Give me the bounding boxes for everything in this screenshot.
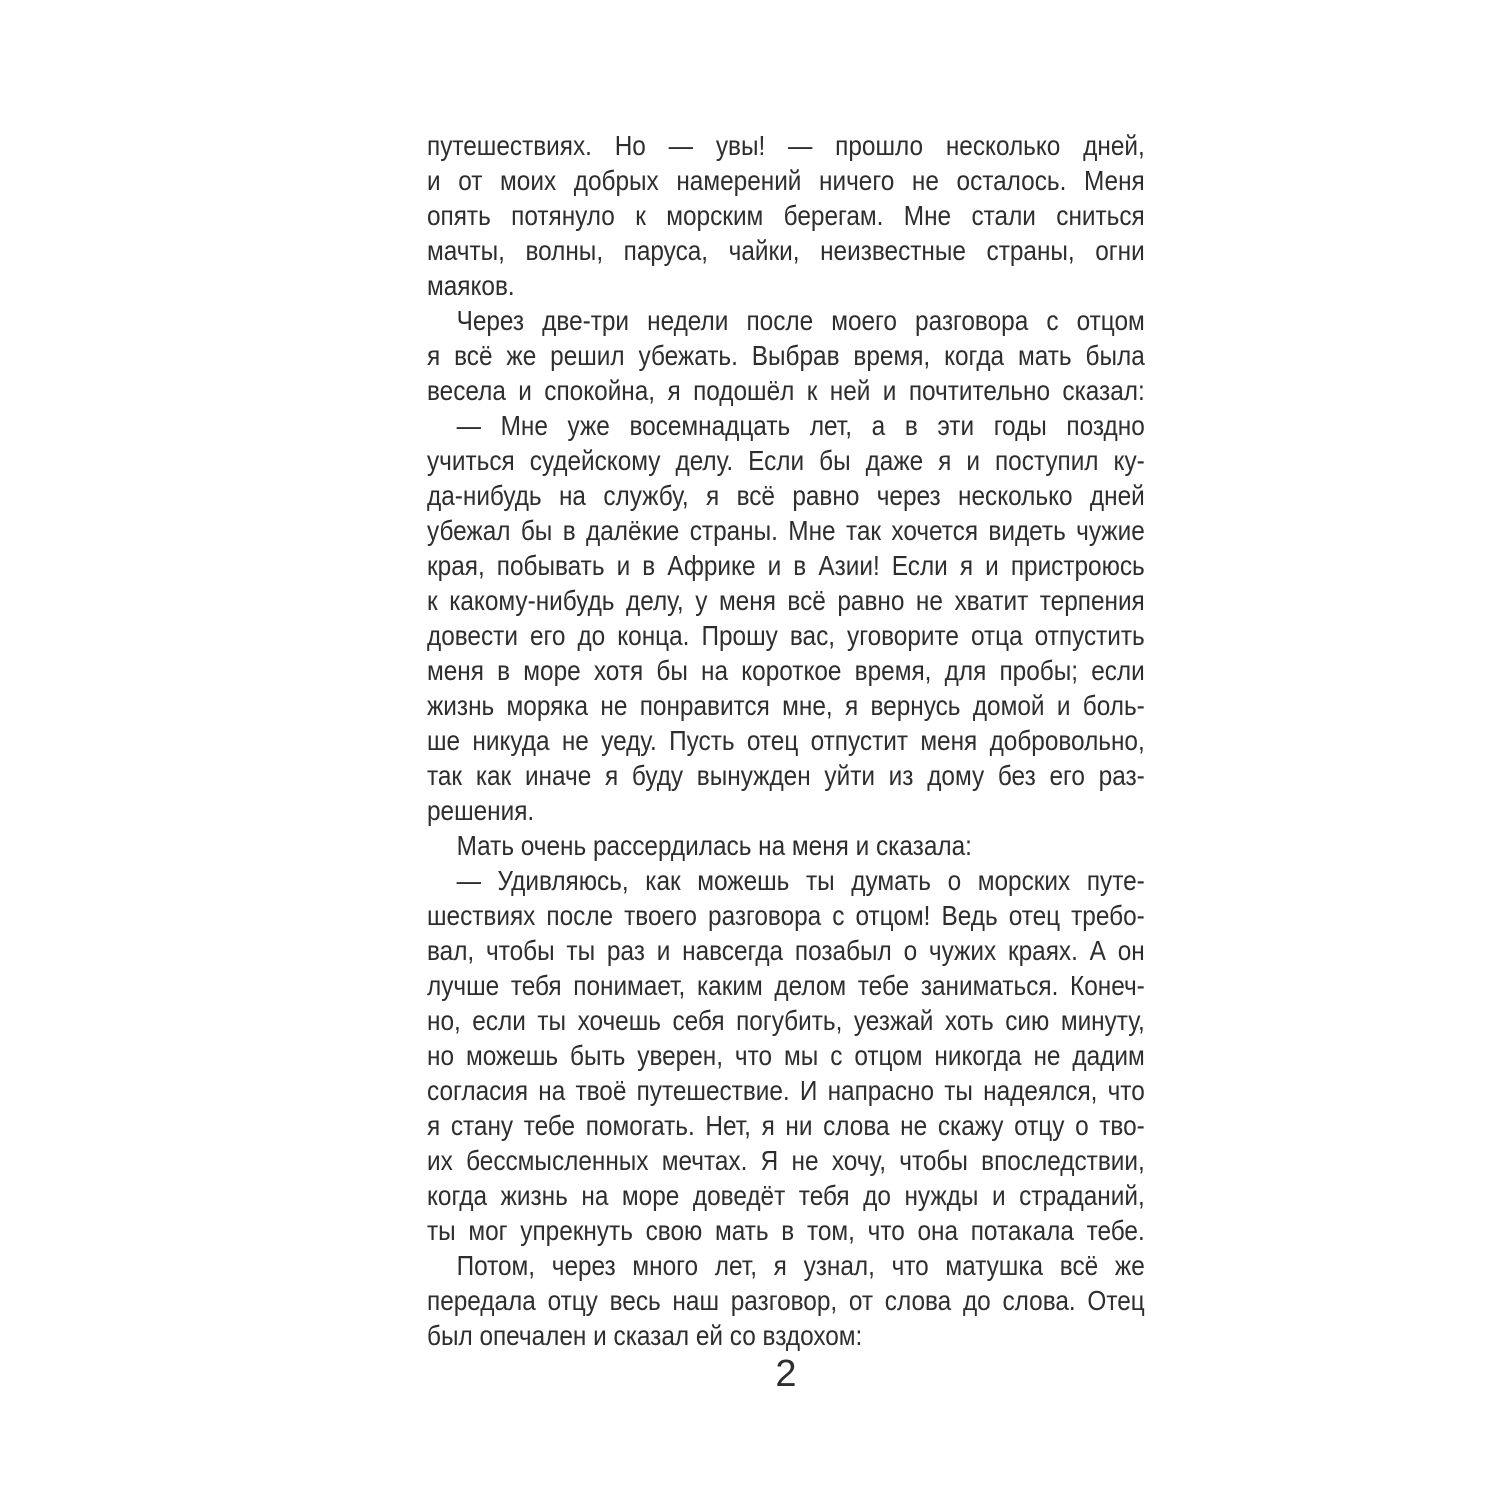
text-line: вал, чтобы ты раз и навсегда позабыл о чужих краях. А он bbox=[427, 935, 1145, 966]
text-line: к какому-нибудь делу, у меня всё равно не хватит терпения bbox=[427, 585, 1145, 616]
text-line: учиться судейскому делу. Если бы даже я и поступил ку- bbox=[427, 445, 1145, 476]
text-line: маяков. bbox=[427, 270, 515, 301]
paragraph bbox=[427, 1248, 1145, 1353]
text-line: ше никуда не уеду. Пусть отец отпустит меня добровольно, bbox=[427, 725, 1145, 756]
text-line: решения. bbox=[427, 795, 535, 826]
text-line: опять потянуло к морским берегам. Мне стали сниться bbox=[427, 200, 1145, 231]
text-line: но можешь быть уверен, что мы с отцом никогда не дадим bbox=[427, 1040, 1145, 1071]
paragraph bbox=[427, 828, 1145, 863]
text-line: Потом, через много лет, я узнал, что матушка всё же bbox=[456, 1250, 1145, 1281]
text-line: жизнь моряка не понравится мне, я вернусь домой и боль- bbox=[427, 690, 1145, 721]
text-line: я стану тебе помогать. Нет, я ни слова не скажу отцу о тво- bbox=[427, 1110, 1145, 1141]
text-block bbox=[427, 128, 1145, 1353]
text-line: так как иначе я буду вынужден уйти из дому без его раз- bbox=[427, 760, 1145, 791]
text-line: был опечален и сказал ей со вздохом: bbox=[427, 1320, 863, 1351]
text-line: когда жизнь на море доведёт тебя до нужды и страданий, bbox=[427, 1180, 1145, 1211]
text-line: Мать очень рассердилась на меня и сказала: bbox=[456, 830, 972, 861]
text-line: путешествиях. Но — увы! — прошло несколько дней, bbox=[427, 130, 1145, 161]
paragraph bbox=[427, 303, 1145, 408]
text-line: — Мне уже восемнадцать лет, а в эти годы поздно bbox=[456, 410, 1145, 441]
text-line: да-нибудь на службу, я всё равно через несколько дней bbox=[427, 480, 1145, 511]
text-line: убежал бы в далёкие страны. Мне так хочется видеть чужие bbox=[427, 515, 1145, 546]
text-line: ты мог упрекнуть свою мать в том, что она потакала тебе. bbox=[427, 1215, 1145, 1246]
page-number: 2 bbox=[775, 1353, 797, 1395]
text-line: — Удивляюсь, как можешь ты думать о морских путе- bbox=[456, 865, 1145, 896]
text-line: мачты, волны, паруса, чайки, неизвестные страны, огни bbox=[427, 235, 1145, 266]
text-line: меня в море хотя бы на короткое время, для пробы; если bbox=[427, 655, 1145, 686]
text-line: согласия на твоё путешествие. И напрасно ты надеялся, что bbox=[427, 1075, 1145, 1106]
paragraph bbox=[427, 128, 1145, 303]
text-line: их бессмысленных мечтах. Я не хочу, чтобы впоследствии, bbox=[427, 1145, 1145, 1176]
text-line: края, побывать и в Африке и в Азии! Если я и пристроюсь bbox=[427, 550, 1145, 581]
text-line: довести его до конца. Прошу вас, уговорите отца отпустить bbox=[427, 620, 1145, 651]
paragraph bbox=[427, 408, 1145, 828]
text-line: лучше тебя понимает, каким делом тебе заниматься. Конеч- bbox=[427, 970, 1145, 1001]
text-line: Через две-три недели после моего разговора с отцом bbox=[456, 305, 1145, 336]
text-line: и от моих добрых намерений ничего не осталось. Меня bbox=[427, 165, 1145, 196]
paragraph bbox=[427, 863, 1145, 1248]
text-line: передала отцу весь наш разговор, от слова до слова. Отец bbox=[427, 1285, 1145, 1316]
text-line: весела и спокойна, я подошёл к ней и почтительно сказал: bbox=[427, 375, 1145, 406]
text-line: шествиях после твоего разговора с отцом! Ведь отец требо- bbox=[427, 900, 1145, 931]
text-line: я всё же решил убежать. Выбрав время, когда мать была bbox=[427, 340, 1145, 371]
text-line: но, если ты хочешь себя погубить, уезжай хоть сию минуту, bbox=[427, 1005, 1145, 1036]
